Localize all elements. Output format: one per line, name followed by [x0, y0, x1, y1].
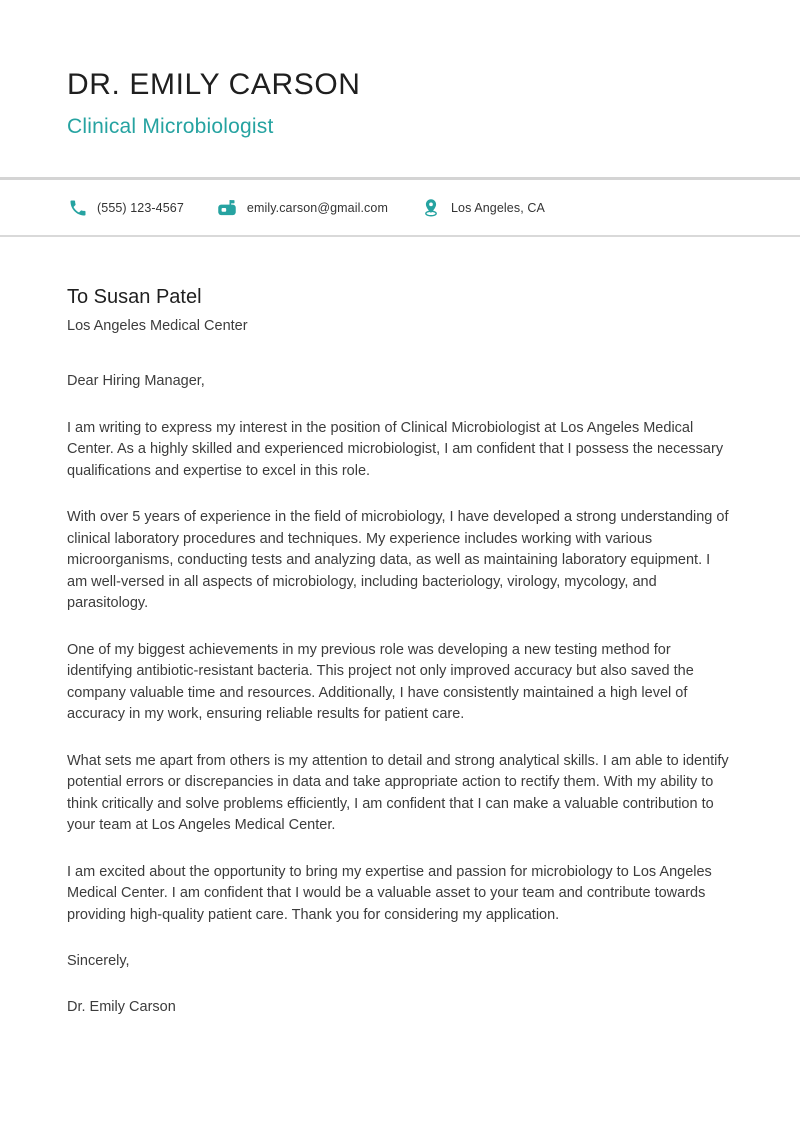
location-text: Los Angeles, CA [450, 200, 545, 215]
paragraph: I am excited about the opportunity to bring my expertise and passion for microbiology to Los Angeles Medical Center. I am confident that I would be a valuable asset to your team and contribute towards providing high-quality patient care. Thank you for considering my application. [67, 863, 712, 923]
email-address: emily.carson@gmail.com [246, 200, 388, 215]
contact-location [421, 197, 545, 218]
greeting: Dear Hiring Manager, [67, 373, 205, 389]
location-pin-icon [421, 197, 442, 218]
phone-number: (555) 123-4567 [97, 200, 184, 215]
paragraph: One of my biggest achievements in my previous role was developing a new testing method for identifying antibiotic-resistant bacteria. This project not only improved accuracy but also saved the company valuable time and resources. Additionally, I have consistently maintained a high level of accuracy in my work, ensuring reliable results for patient care. [67, 641, 694, 722]
recipient-organization: Los Angeles Medical Center [67, 318, 248, 334]
contact-email [217, 197, 388, 218]
closing: Sincerely, [67, 953, 130, 969]
contact-phone [67, 197, 184, 218]
person-job-title: Clinical Microbiologist [67, 115, 274, 138]
paragraph: I am writing to express my interest in the position of Clinical Microbiologist at Los Angeles Medical Center. As a highly skilled and experienced microbiologist, I am confident that I possess the necessary qualifications and expertise to excel in this role. [67, 419, 724, 479]
header [0, 0, 800, 137]
paragraph: What sets me apart from others is my attention to detail and strong analytical skills. I am able to identify potential errors or discrepancies in data and take appropriate action to rectify them. With my ability to think critically and solve problems efficiently, I am confident that I can make a valuable contribution to your team at Los Angeles Medical Center. [67, 752, 729, 833]
recipient-name: To Susan Patel [67, 286, 202, 308]
mailbox-icon [217, 197, 238, 218]
contact-bar [0, 177, 800, 237]
letter-body [67, 371, 733, 1018]
person-name: DR. EMILY CARSON [67, 68, 361, 101]
signature-name: Dr. Emily Carson [67, 998, 176, 1015]
letter-content [0, 237, 800, 1018]
phone-icon [67, 197, 88, 218]
paragraph: With over 5 years of experience in the field of microbiology, I have developed a strong understanding of clinical laboratory procedures and techniques. My experience includes working with various microorganisms, conducting tests and analyzing data, as well as maintaining laboratory equipment. I am well-versed in all aspects of microbiology, including bacteriology, virology, mycology, and parasitology. [67, 509, 729, 611]
